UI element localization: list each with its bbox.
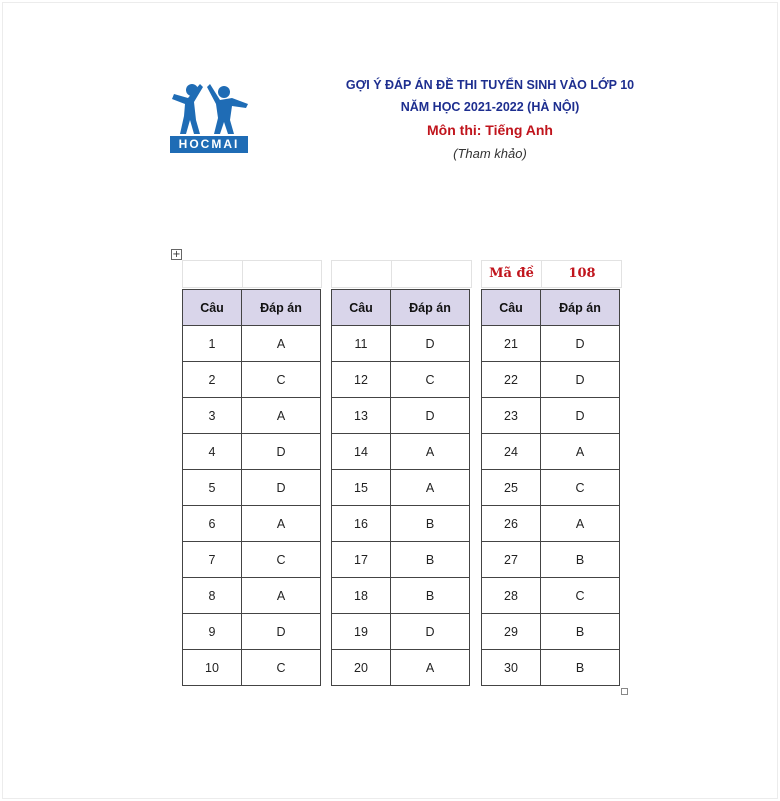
question-number: 27 — [482, 542, 541, 578]
table-row — [482, 434, 620, 470]
question-number: 28 — [482, 578, 541, 614]
answer-value: B — [391, 578, 470, 614]
answer-value: D — [391, 398, 470, 434]
subject-title: Môn thi: Tiếng Anh — [427, 122, 553, 138]
question-number: 7 — [183, 542, 242, 578]
table-row — [183, 542, 321, 578]
question-number: 25 — [482, 470, 541, 506]
answer-table-3 — [481, 289, 620, 686]
question-number: 3 — [183, 398, 242, 434]
table-row — [183, 398, 321, 434]
question-number: 17 — [332, 542, 391, 578]
table-row — [332, 614, 470, 650]
answer-value: C — [391, 362, 470, 398]
table-row — [183, 326, 321, 362]
table-row — [482, 542, 620, 578]
exam-code-value: 108 — [568, 266, 596, 281]
question-number: 5 — [183, 470, 242, 506]
question-number: 30 — [482, 650, 541, 686]
question-number: 9 — [183, 614, 242, 650]
answer-value: D — [391, 326, 470, 362]
table-row — [183, 362, 321, 398]
table-row — [332, 650, 470, 686]
table-row — [183, 506, 321, 542]
answer-table-1 — [182, 289, 321, 686]
answer-value: D — [242, 470, 321, 506]
answer-value: D — [391, 614, 470, 650]
exam-code-label: Mã đề — [489, 266, 534, 281]
table-row — [332, 434, 470, 470]
table-row — [482, 398, 620, 434]
question-number: 18 — [332, 578, 391, 614]
question-number: 14 — [332, 434, 391, 470]
column-header-question: Câu — [183, 290, 242, 326]
answer-value: B — [541, 650, 620, 686]
table-row — [332, 506, 470, 542]
table-row — [332, 470, 470, 506]
table-row — [183, 578, 321, 614]
title-line-1: GỢI Ý ĐÁP ÁN ĐỀ THI TUYỂN SINH VÀO LỚP 10 — [345, 78, 635, 92]
answer-value: A — [242, 506, 321, 542]
question-number: 22 — [482, 362, 541, 398]
table-row — [482, 650, 620, 686]
question-number: 10 — [183, 650, 242, 686]
table-resize-handle-icon[interactable] — [621, 688, 628, 695]
column-header-answer: Đáp án — [391, 290, 470, 326]
logo-text: HOCMAI — [170, 136, 248, 153]
question-number: 4 — [183, 434, 242, 470]
top-spacer-row-2 — [331, 260, 472, 288]
question-number: 21 — [482, 326, 541, 362]
question-number: 15 — [332, 470, 391, 506]
answer-value: D — [541, 362, 620, 398]
answer-value: C — [541, 470, 620, 506]
answer-value: B — [391, 506, 470, 542]
answer-value: B — [541, 614, 620, 650]
answer-value: A — [242, 326, 321, 362]
table-row — [482, 614, 620, 650]
table-row — [332, 398, 470, 434]
answer-value: A — [391, 650, 470, 686]
exam-code-row — [481, 260, 622, 288]
answer-value: C — [242, 362, 321, 398]
question-number: 1 — [183, 326, 242, 362]
table-row — [482, 326, 620, 362]
answer-value: A — [242, 578, 321, 614]
top-spacer-row-1 — [182, 260, 322, 288]
answer-value: A — [541, 434, 620, 470]
document-header — [295, 74, 685, 166]
answer-value: A — [541, 506, 620, 542]
table-row — [332, 362, 470, 398]
question-number: 13 — [332, 398, 391, 434]
answer-table-2 — [331, 289, 470, 686]
table-row — [183, 434, 321, 470]
question-number: 11 — [332, 326, 391, 362]
answer-value: A — [391, 434, 470, 470]
title-line-2: NĂM HỌC 2021-2022 (HÀ NỘI) — [400, 100, 580, 114]
hocmai-logo — [170, 76, 252, 156]
question-number: 2 — [183, 362, 242, 398]
column-header-question: Câu — [482, 290, 541, 326]
table-row — [183, 470, 321, 506]
answer-value: B — [541, 542, 620, 578]
question-number: 12 — [332, 362, 391, 398]
answer-value: C — [541, 578, 620, 614]
table-row — [183, 614, 321, 650]
question-number: 26 — [482, 506, 541, 542]
answer-value: C — [242, 542, 321, 578]
answer-value: A — [391, 470, 470, 506]
table-row — [482, 362, 620, 398]
table-row — [332, 326, 470, 362]
column-header-answer: Đáp án — [242, 290, 321, 326]
question-number: 24 — [482, 434, 541, 470]
question-number: 19 — [332, 614, 391, 650]
reference-note: (Tham khảo) — [453, 146, 527, 161]
answer-value: A — [242, 398, 321, 434]
table-row — [332, 578, 470, 614]
table-row — [482, 506, 620, 542]
table-row — [183, 650, 321, 686]
logo-figures-icon — [170, 76, 252, 138]
table-move-handle-icon[interactable]: + — [172, 249, 181, 260]
answer-value: C — [242, 650, 321, 686]
table-row — [332, 542, 470, 578]
column-header-answer: Đáp án — [541, 290, 620, 326]
answer-value: D — [242, 434, 321, 470]
question-number: 6 — [183, 506, 242, 542]
question-number: 8 — [183, 578, 242, 614]
question-number: 16 — [332, 506, 391, 542]
question-number: 23 — [482, 398, 541, 434]
table-row — [482, 578, 620, 614]
column-header-question: Câu — [332, 290, 391, 326]
answer-value: D — [242, 614, 321, 650]
answer-value: D — [541, 326, 620, 362]
question-number: 20 — [332, 650, 391, 686]
answer-value: D — [541, 398, 620, 434]
question-number: 29 — [482, 614, 541, 650]
answer-value: B — [391, 542, 470, 578]
table-row — [482, 470, 620, 506]
